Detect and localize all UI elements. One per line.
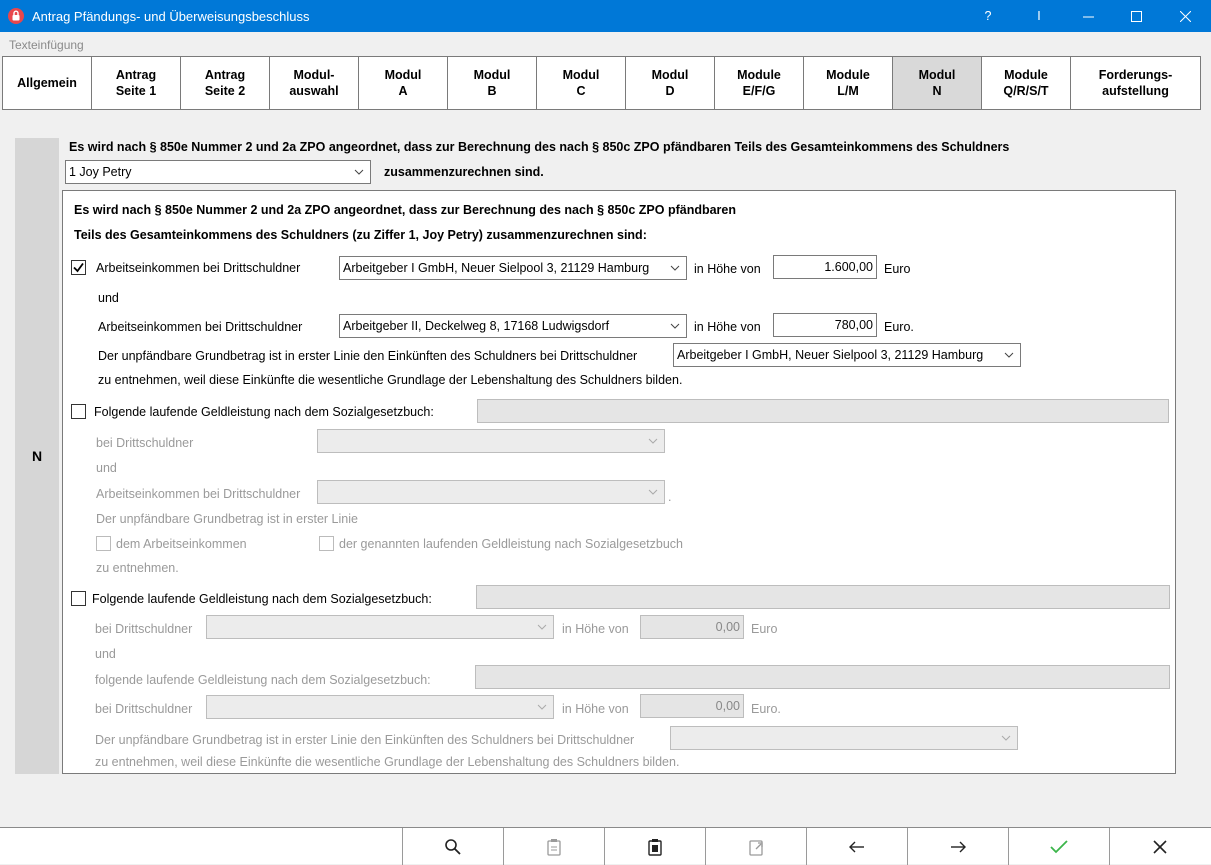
cursor-icon bbox=[1016, 0, 1062, 32]
debtor-select[interactable] bbox=[65, 160, 371, 184]
sec2-bei: bei Drittschuldner bbox=[96, 436, 194, 450]
close-window-button[interactable] bbox=[1162, 0, 1208, 32]
sec1-euro1: Euro bbox=[884, 262, 911, 276]
window-title: Antrag Pfändungs- und Überweisungsbeschluss bbox=[32, 9, 310, 24]
sec1-checkbox[interactable] bbox=[71, 260, 86, 275]
chevron-down-icon bbox=[537, 702, 547, 712]
check-icon bbox=[1049, 839, 1069, 855]
chevron-down-icon bbox=[1004, 350, 1014, 360]
menu-texteinfuegung[interactable]: Texteinfügung bbox=[9, 38, 84, 52]
sec1-employer2-value: Arbeitgeber II, Deckelweg 8, 17168 Ludwigsdorf bbox=[343, 319, 610, 333]
sec3-amount2-input[interactable]: 0,00 bbox=[640, 694, 744, 718]
chevron-down-icon bbox=[648, 487, 658, 497]
debtor-select-value: 1 Joy Petry bbox=[69, 165, 132, 179]
minimize-button[interactable] bbox=[1065, 0, 1111, 32]
arrow-right-icon bbox=[950, 841, 966, 853]
box-line1: Es wird nach § 850e Nummer 2 und 2a ZPO angeordnet, dass zur Berechnung des nach § 850c ZPO pfändbaren bbox=[74, 203, 736, 217]
chevron-down-icon bbox=[354, 167, 364, 177]
sec3-in-hoehe1: in Höhe von bbox=[562, 622, 629, 636]
minimize-icon bbox=[1083, 11, 1094, 22]
sec1-amount1-input[interactable]: 1.600,00 bbox=[773, 255, 877, 279]
chevron-down-icon bbox=[537, 622, 547, 632]
box-line2: Teils des Gesamteinkommens des Schuldners (zu Ziffer 1, Joy Petry) zusammenzurechnen sind: bbox=[74, 228, 647, 242]
tab-module-l-m[interactable]: Module L/M bbox=[803, 56, 893, 110]
sec2-grund: Der unpfändbare Grundbetrag ist in erster Linie bbox=[96, 512, 358, 526]
sec2-opt1-label: dem Arbeitseinkommen bbox=[116, 537, 247, 551]
tab-modul-auswahl[interactable]: Modul- auswahl bbox=[269, 56, 359, 110]
document-icon bbox=[647, 838, 663, 856]
sec2-dot: . bbox=[668, 490, 672, 504]
chevron-down-icon bbox=[648, 436, 658, 446]
sec3-bei2: bei Drittschuldner bbox=[95, 702, 193, 716]
sec2-arbeit-select[interactable] bbox=[317, 480, 665, 504]
sec1-grund-select[interactable] bbox=[673, 343, 1021, 367]
sec3-grund: Der unpfändbare Grundbetrag ist in erster Linie den Einkünften des Schuldners bei Drittschuldner bbox=[95, 733, 635, 747]
sec1-employer1-value: Arbeitgeber I GmbH, Neuer Sielpool 3, 21129 Hamburg bbox=[343, 261, 650, 275]
sec3-folgende: folgende laufende Geldleistung nach dem Sozialgesetzbuch: bbox=[95, 673, 431, 687]
search-button[interactable] bbox=[402, 828, 503, 865]
close-window-icon bbox=[1180, 11, 1191, 22]
sec2-arbeit: Arbeitseinkommen bei Drittschuldner bbox=[96, 487, 301, 501]
sec1-entnehmen: zu entnehmen, weil diese Einkünfte die wesentliche Grundlage der Lebenshaltung des Schuldners bilden. bbox=[98, 373, 683, 387]
sec1-employer1-select[interactable] bbox=[339, 256, 687, 280]
tab-bar bbox=[3, 56, 1201, 110]
sec3-checkbox[interactable] bbox=[71, 591, 86, 606]
back-button[interactable] bbox=[806, 828, 907, 865]
tab-modul-a[interactable]: Modul A bbox=[358, 56, 448, 110]
sec1-in-hoehe1: in Höhe von bbox=[694, 262, 761, 276]
chevron-down-icon bbox=[670, 321, 680, 331]
tab-module-q-r-s-t[interactable]: Module Q/R/S/T bbox=[981, 56, 1071, 110]
search-icon bbox=[444, 838, 462, 856]
sec3-geldleistung-input[interactable] bbox=[476, 585, 1170, 609]
tab-module-e-f-g[interactable]: Module E/F/G bbox=[714, 56, 804, 110]
sec3-grund-select[interactable] bbox=[670, 726, 1018, 750]
sec1-grund-value: Arbeitgeber I GmbH, Neuer Sielpool 3, 21129 Hamburg bbox=[677, 348, 984, 362]
tab-modul-b[interactable]: Modul B bbox=[447, 56, 537, 110]
sec3-bei1: bei Drittschuldner bbox=[95, 622, 193, 636]
paste-icon bbox=[546, 838, 562, 856]
tab-modul-c[interactable]: Modul C bbox=[536, 56, 626, 110]
sec3-folgende-input[interactable] bbox=[475, 665, 1170, 689]
module-letter: N bbox=[31, 448, 43, 464]
intro-text: Es wird nach § 850e Nummer 2 und 2a ZPO angeordnet, dass zur Berechnung des nach § 850c ZPO pfändbaren Teils des Gesamteinkommens des Schuldners bbox=[69, 140, 1010, 154]
sec1-in-hoehe2: in Höhe von bbox=[694, 320, 761, 334]
sec2-entnehmen: zu entnehmen. bbox=[96, 561, 179, 575]
checkmark-icon bbox=[72, 261, 85, 274]
sec2-und: und bbox=[96, 461, 117, 475]
close-icon bbox=[1153, 840, 1167, 854]
arrow-left-icon bbox=[849, 841, 865, 853]
sec1-amount2-input[interactable]: 780,00 bbox=[773, 313, 877, 337]
sec1-euro2: Euro. bbox=[884, 320, 914, 334]
sec3-amount1-input[interactable]: 0,00 bbox=[640, 615, 744, 639]
cursor-label: I bbox=[1037, 9, 1041, 23]
sec2-checkbox[interactable] bbox=[71, 404, 86, 419]
sec2-opt2-checkbox[interactable] bbox=[319, 536, 334, 551]
sec1-und: und bbox=[98, 291, 119, 305]
sec2-drittschuldner-select[interactable] bbox=[317, 429, 665, 453]
sec2-label: Folgende laufende Geldleistung nach dem Sozialgesetzbuch: bbox=[94, 405, 434, 419]
app-lock-icon bbox=[8, 8, 24, 24]
sec1-employer2-select[interactable] bbox=[339, 314, 687, 338]
help-label: ? bbox=[984, 9, 992, 23]
chevron-down-icon bbox=[670, 263, 680, 273]
sec1-grund: Der unpfändbare Grundbetrag ist in erster Linie den Einkünften des Schuldners bei Drittschuldner bbox=[98, 349, 638, 363]
tab-modul-d[interactable]: Modul D bbox=[625, 56, 715, 110]
help-button[interactable] bbox=[965, 0, 1011, 32]
tab-allgemein[interactable]: Allgemein bbox=[2, 56, 92, 110]
sec3-euro1: Euro bbox=[751, 622, 778, 636]
maximize-button[interactable] bbox=[1113, 0, 1159, 32]
sec3-und: und bbox=[95, 647, 116, 661]
sec3-label: Folgende laufende Geldleistung nach dem Sozialgesetzbuch: bbox=[92, 592, 432, 606]
cancel-button[interactable] bbox=[1109, 828, 1210, 865]
sec2-opt2-label: der genannten laufenden Geldleistung nach Sozialgesetzbuch bbox=[339, 537, 684, 551]
sec3-entnehmen: zu entnehmen, weil diese Einkünfte die wesentliche Grundlage der Lebenshaltung des Schuldners bilden. bbox=[95, 755, 680, 769]
maximize-icon bbox=[1131, 11, 1142, 22]
sec1-label1: Arbeitseinkommen bei Drittschuldner bbox=[96, 261, 301, 275]
paste-button[interactable] bbox=[503, 828, 604, 865]
tab-forderungs-aufstellung[interactable]: Forderungs- aufstellung bbox=[1070, 56, 1201, 110]
forward-button[interactable] bbox=[907, 828, 1008, 865]
chevron-down-icon bbox=[1001, 733, 1011, 743]
title-bar bbox=[0, 0, 1211, 32]
sec2-geldleistung-input[interactable] bbox=[477, 399, 1169, 423]
sec2-opt1-checkbox[interactable] bbox=[96, 536, 111, 551]
tab-antrag-seite-1[interactable]: Antrag Seite 1 bbox=[91, 56, 181, 110]
sec3-euro2: Euro. bbox=[751, 702, 781, 716]
ok-button[interactable] bbox=[1008, 828, 1109, 865]
tab-modul-n[interactable]: Modul N bbox=[892, 56, 982, 110]
intro-suffix: zusammenzurechnen sind. bbox=[384, 165, 544, 179]
export-button[interactable] bbox=[705, 828, 806, 865]
bottom-toolbar bbox=[0, 827, 1211, 864]
sec3-drittschuldner1-select[interactable] bbox=[206, 615, 554, 639]
sec3-drittschuldner2-select[interactable] bbox=[206, 695, 554, 719]
document-button[interactable] bbox=[604, 828, 705, 865]
export-icon bbox=[748, 838, 764, 856]
sec3-in-hoehe2: in Höhe von bbox=[562, 702, 629, 716]
tab-antrag-seite-2[interactable]: Antrag Seite 2 bbox=[180, 56, 270, 110]
sec1-label2: Arbeitseinkommen bei Drittschuldner bbox=[98, 320, 303, 334]
